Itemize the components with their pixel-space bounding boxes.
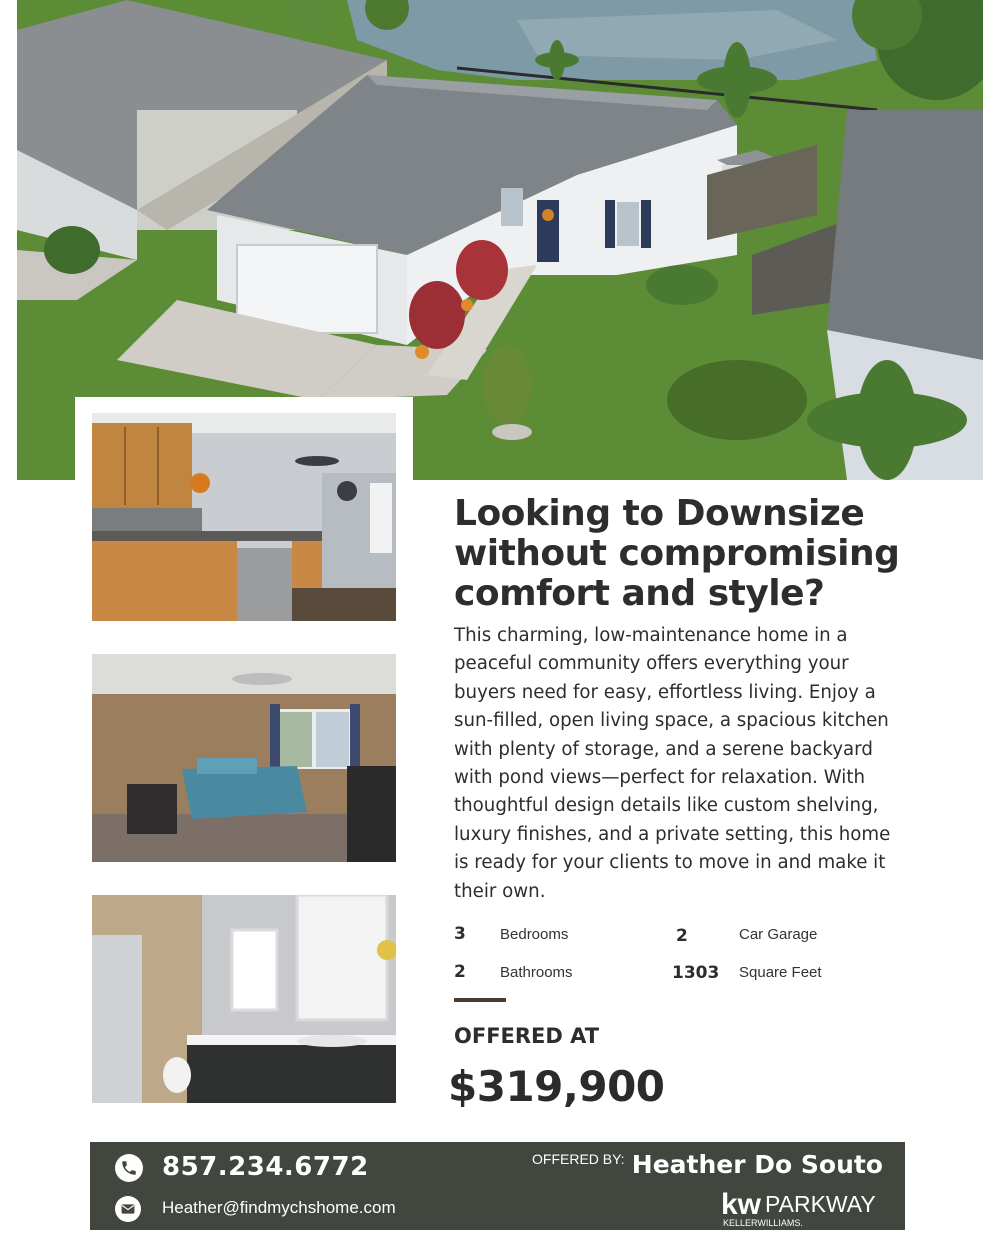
agent-name: Heather Do Souto <box>631 1150 883 1179</box>
agent-contact-footer <box>90 1142 905 1230</box>
listing-price: $319,900 <box>448 1062 665 1111</box>
bedroom-photo <box>92 654 396 862</box>
bedrooms-count: 3 <box>454 924 466 944</box>
keller-williams-text: KELLERWILLIAMS. <box>723 1218 803 1228</box>
square-feet-count: 1303 <box>672 963 720 983</box>
kw-mark-text: kw <box>721 1188 762 1221</box>
bedroom-illustration <box>92 654 396 862</box>
kitchen-photo <box>92 413 396 621</box>
bathroom-illustration <box>92 895 396 1103</box>
listing-description: This charming, low-maintenance home in a peaceful community offers everything your buyers need for easy, effortless living. Enjoy a sun-filled, open living space, a spacious kitchen with plenty of storage, and a serene backyard with pond views—perfect for relaxation. With thoughtful design details like custom shelving, luxury finishes, and a private setting, this home is ready for your clients to move in and make it their own. <box>454 625 891 902</box>
accent-divider <box>454 998 506 1002</box>
kw-parkway-logo-graphic <box>721 1184 881 1228</box>
garage-label: Car Garage <box>739 926 818 943</box>
phone-number-link[interactable]: 857.234.6772 <box>162 1152 369 1182</box>
offered-at-label: OFFERED AT <box>454 1024 600 1048</box>
square-feet-label: Square Feet <box>739 964 822 981</box>
parkway-text: PARKWAY <box>765 1191 876 1217</box>
email-link[interactable]: Heather@findmychshome.com <box>162 1198 396 1217</box>
garage-count: 2 <box>676 926 688 946</box>
bathrooms-label: Bathrooms <box>500 964 573 981</box>
bedrooms-label: Bedrooms <box>500 926 569 943</box>
brokerage-logo <box>721 1184 881 1228</box>
bathroom-photo <box>92 895 396 1103</box>
kitchen-illustration <box>92 413 396 621</box>
listing-headline: Looking to Downsize without compromising comfort and style? <box>454 493 900 614</box>
email-icon <box>115 1196 141 1222</box>
phone-icon <box>115 1154 143 1182</box>
offered-by-label: OFFERED BY: <box>532 1151 625 1167</box>
bathrooms-count: 2 <box>454 962 466 982</box>
